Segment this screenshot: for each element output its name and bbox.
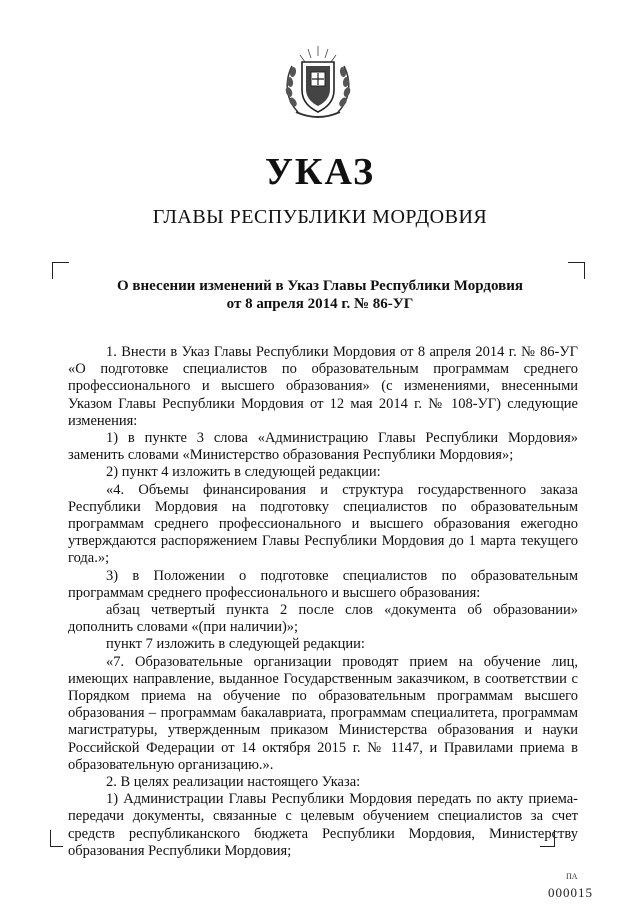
paragraph: 1. Внести в Указ Главы Республики Мордовия от 8 апреля 2014 г. № 86-УГ «О подготовке специалистов по образовательным программам среднего профессионального и высшего образования» (с изменениями, внесенными Указом Главы Республики Мордовия от 12 мая 2014 г. № 108-УГ) следующие изменения: [68,344,578,429]
paragraph: «4. Объемы финансирования и структура государственного заказа Республики Мордовия на подготовку специалистов по образовательным программам среднего профессионального и высшего образования ежегодно утверждаются распоряжением Главы Республики Мордовия до 1 марта текущего года.»; [68,481,578,567]
page-mark: ПА [566,872,578,881]
coat-of-arms-icon [280,42,356,122]
corner-mark-top-right [568,262,585,279]
paragraph: абзац четвертый пункта 2 после слов «документа об образовании» дополнить словами «(при наличии)»; [68,602,578,636]
corner-mark-top-left [52,262,69,279]
document-heading [100,277,540,313]
paragraph: 3) в Положении о подготовке специалистов по образовательным программам среднего профессионального и высшего образования: [68,567,578,601]
corner-mark-bottom-right [540,830,555,847]
page-code: 000015 [548,885,593,900]
paragraph: пункт 7 изложить в следующей редакции: [106,636,365,653]
document-subtitle: ГЛАВЫ РЕСПУБЛИКИ МОРДОВИЯ [152,206,488,228]
corner-mark-bottom-left [50,830,63,847]
paragraph: 1) Администрации Главы Республики Мордовия передать по акту приема-передачи документы, связанные с целевым обучением специалистов за счет средств республиканского бюджета Республики Мордовия, Министерству образования Республики Мордовия; [68,791,578,859]
heading-line-2: от 8 апреля 2014 г. № 86-УГ [226,296,414,312]
paragraph: «7. Образовательные организации проводят прием на обучение лиц, имеющих направление, выданное Государственным заказчиком, в соответствии с Порядком приема на обучение по образовательным программам высшего образования – программам бакалавриата, программам специалитета, программам магистратуры, утвержденным приказом Министерства образования и науки Российской Федерации от 14 октября 2015 г. № 1147, и Правилами приема в образовательную организацию.». [68,653,578,773]
paragraph: 1) в пункте 3 слова «Администрацию Главы Республики Мордовия» заменить словами «Министерство образования Республики Мордовия»; [68,430,578,464]
heading-line-1: О внесении изменений в Указ Главы Республики Мордовия [117,278,523,294]
document-body [68,344,578,860]
document-title: УКАЗ [265,151,375,193]
paragraph: 2. В целях реализации настоящего Указа: [106,774,361,791]
paragraph: 2) пункт 4 изложить в следующей редакции: [106,464,381,481]
